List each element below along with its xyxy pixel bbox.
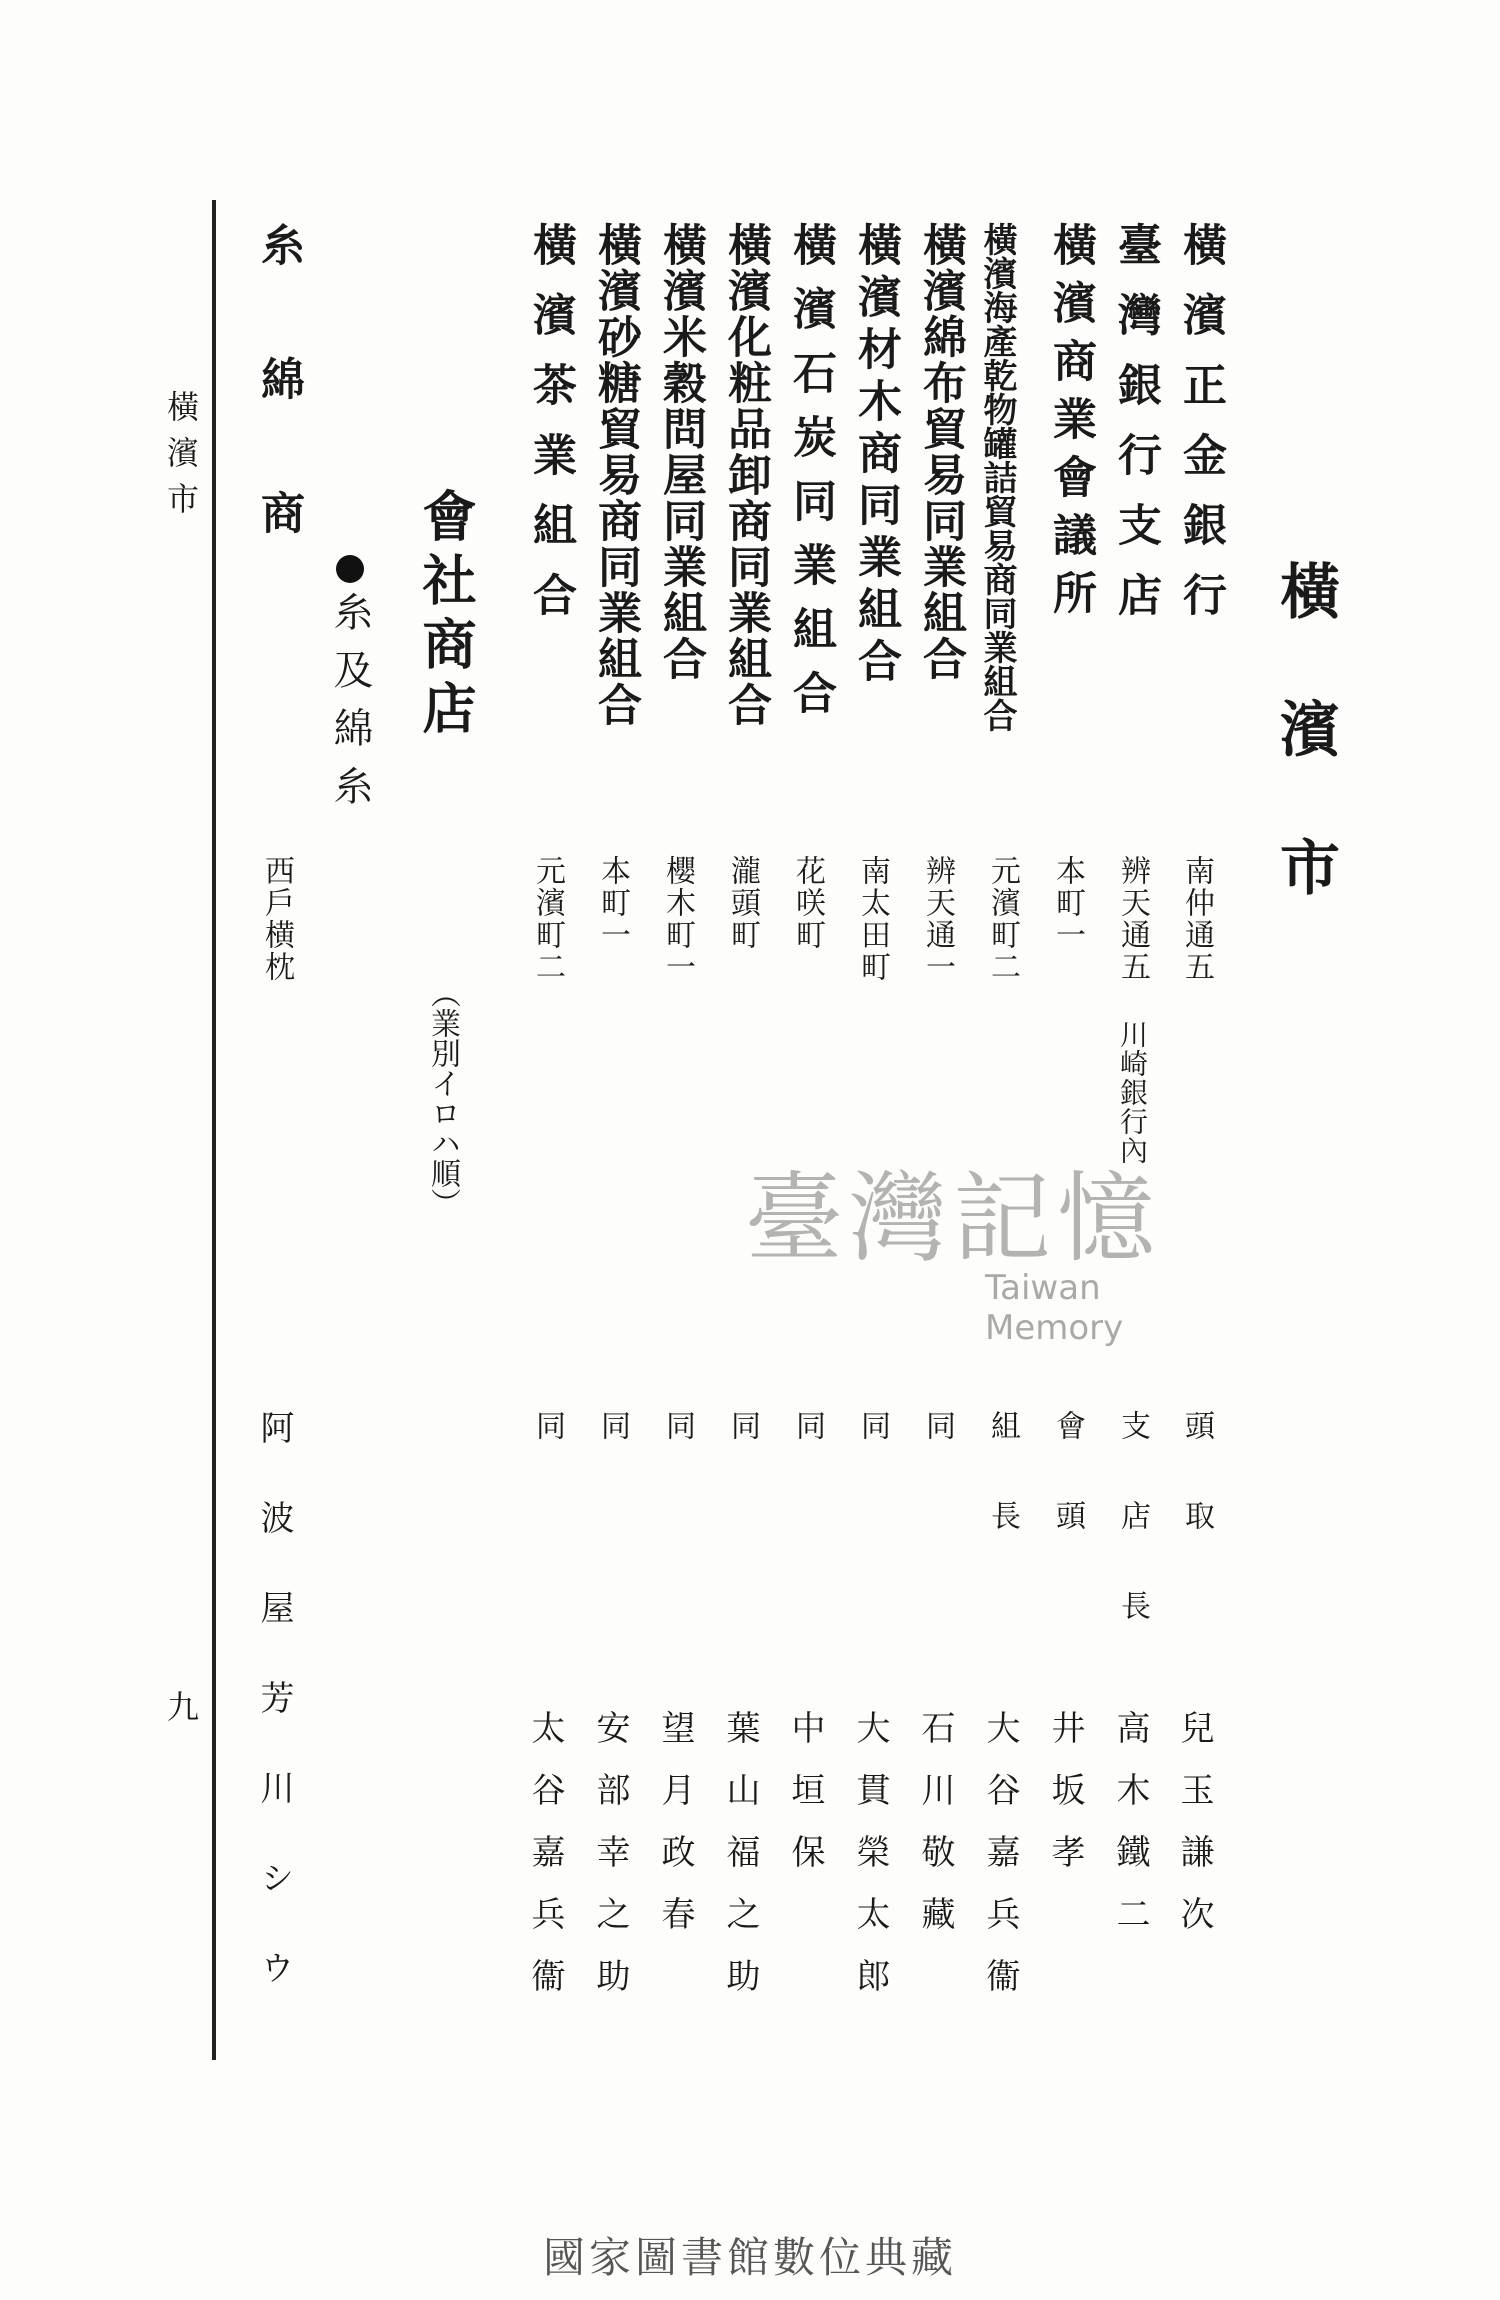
entry-title: 同: [855, 1410, 890, 1440]
entry-org: 橫濱商業會議所: [1045, 222, 1096, 628]
entry-address: 本町一: [595, 855, 630, 951]
entry-title: 組長: [985, 1410, 1020, 1590]
subsection-heading: [322, 555, 379, 823]
entry-org: 橫濱材木商同業組合: [850, 222, 901, 690]
entry-person: 大貫榮太郎: [850, 1710, 890, 2020]
entry-title: 同: [660, 1410, 695, 1440]
page-title: 橫濱市: [1270, 560, 1340, 974]
entry-person: 中垣保: [785, 1710, 825, 1896]
entry-address: 南太田町: [855, 855, 890, 983]
entry-org: 橫濱米穀問屋同業組合: [655, 222, 706, 682]
entry-title: 同: [920, 1410, 955, 1440]
entry-org: 橫濱海產乾物罐詰貿易商同業組合: [977, 222, 1017, 732]
entry-title: 會頭: [1050, 1410, 1085, 1590]
merchant-name: 阿波屋芳川シウ: [254, 1410, 294, 2040]
entry-person: 高木鐵二: [1110, 1710, 1150, 1958]
entry-address-note: 川崎銀行內: [1116, 1020, 1149, 1165]
entry-person: 兒玉謙次: [1174, 1710, 1214, 1958]
entry-address: 元濱町二: [985, 855, 1020, 983]
entry-title: 支店長: [1115, 1410, 1150, 1680]
entry-address: 南仲通五: [1179, 855, 1214, 983]
entry-person: 望月政春: [655, 1710, 695, 1958]
watermark-cjk: 臺灣記憶: [745, 1162, 1162, 1276]
entry-address: 花咲町: [790, 855, 825, 951]
entry-person: 井坂孝: [1045, 1710, 1085, 1896]
margin-rule: [212, 200, 216, 2060]
entry-org: 橫濱石炭同業組合: [785, 222, 836, 734]
entry-title: 頭取: [1179, 1410, 1214, 1590]
entry-org: 橫濱化粧品卸商同業組合: [720, 222, 771, 728]
section-heading: 會社商店: [414, 488, 478, 744]
entry-address: 辨天通一: [920, 855, 955, 983]
page-number: 九: [162, 1690, 200, 1722]
entry-address: 櫻木町一: [660, 855, 695, 983]
entry-org: 臺灣銀行支店: [1110, 222, 1161, 642]
entry-person: 太谷嘉兵衞: [525, 1710, 565, 2020]
entry-address: 本町一: [1050, 855, 1085, 951]
entry-person: 大谷嘉兵衞: [980, 1710, 1020, 2020]
entry-org: 橫濱砂糖貿易商同業組合: [590, 222, 641, 728]
entry-title: 同: [530, 1410, 565, 1440]
entry-org: 橫濱茶業組合: [525, 222, 576, 642]
merchant-category: 糸綿商: [253, 222, 304, 624]
entry-org: 橫濱正金銀行: [1175, 222, 1226, 642]
entry-title: 同: [725, 1410, 760, 1440]
entry-org: 橫濱綿布貿易同業組合: [915, 222, 966, 682]
bullet-icon: [336, 555, 364, 583]
entry-address: 瀧頭町: [725, 855, 760, 951]
entry-title: 同: [595, 1410, 630, 1440]
entry-address: 元濱町二: [530, 855, 565, 983]
subsection-label: 糸及綿糸: [327, 591, 373, 823]
entry-person: 石川敬藏: [915, 1710, 955, 1958]
section-note: （業別イロハ順）: [425, 978, 460, 1218]
entry-address: 辨天通五: [1115, 855, 1150, 983]
merchant-address: 西戶横枕: [259, 855, 294, 983]
watermark-logo: [745, 1140, 1245, 1348]
running-head: 橫濱市: [162, 390, 200, 528]
entry-title: 同: [790, 1410, 825, 1440]
footer-credit: 國家圖書館數位典藏: [542, 2233, 957, 2282]
entry-person: 葉山福之助: [720, 1710, 760, 2020]
watermark-en: Taiwan Memory: [985, 1268, 1124, 1348]
entry-person: 安部幸之助: [590, 1710, 630, 2020]
